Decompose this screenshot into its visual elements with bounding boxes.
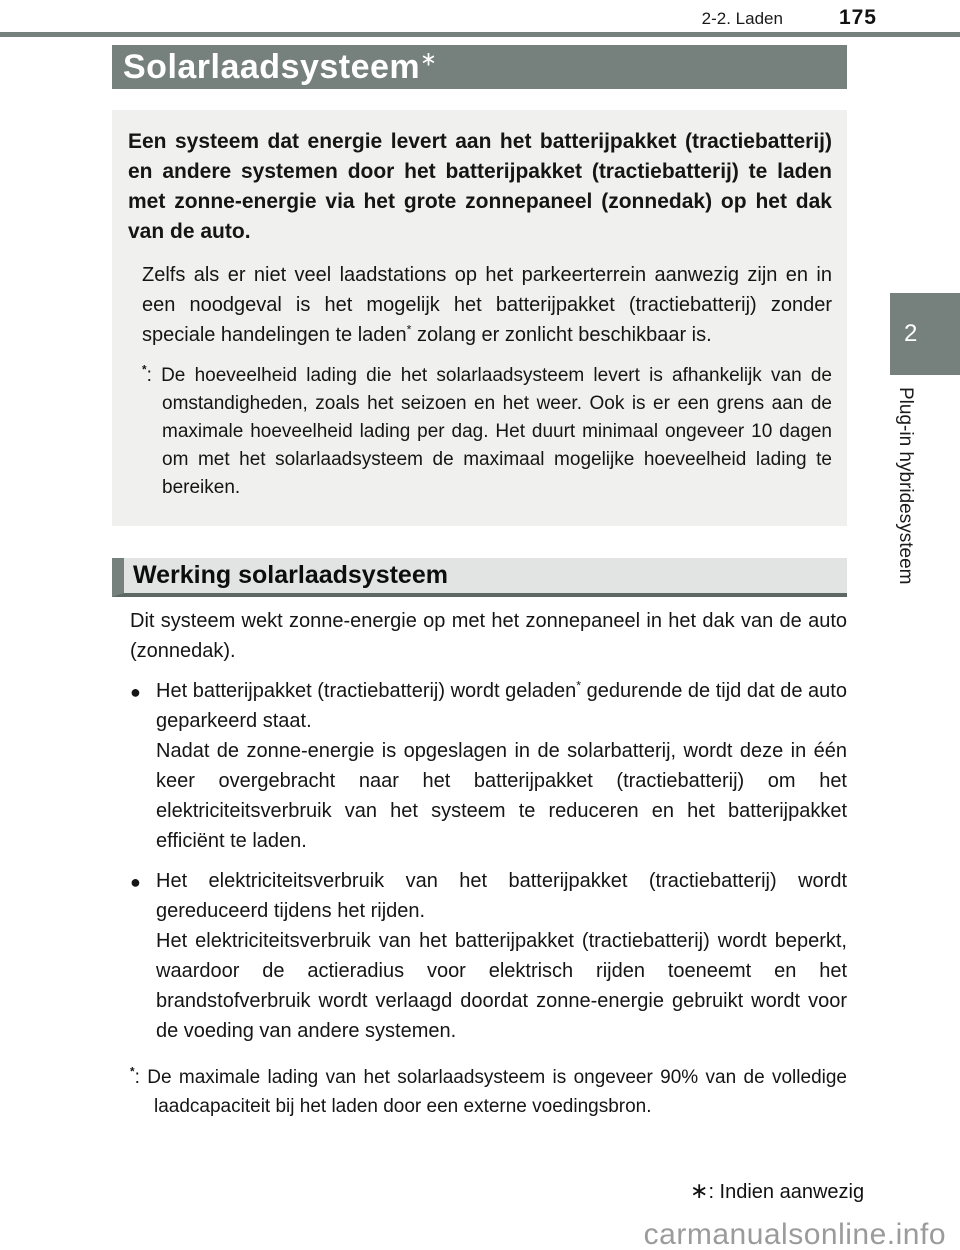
bullet-item — [130, 676, 847, 856]
box-footnote — [142, 362, 832, 502]
bullet-item — [130, 866, 847, 1046]
bullet-text — [156, 676, 847, 736]
page-number: 175 — [838, 6, 877, 29]
chapter-label: Plug-in hybridesysteem — [895, 387, 916, 585]
intro-paragraph-text: Zelfs als er niet veel laadstations op het parkeerterrein aanwezig zijn en in een noodgeval is het mogelijk het batterijpakket (tractiebatterij) zonder speciale handelingen te laden — [142, 264, 832, 346]
page-footnote-text: De maximale lading van het solarlaadsysteem is ongeveer 90% van de volledige laadcapaciteit bij het laden door een externe voedingsbron. — [139, 1067, 847, 1117]
availability-asterisk: ∗ — [690, 1178, 709, 1203]
page-title: Solarlaadsysteem — [123, 48, 421, 86]
watermark: carmanualsonline.info — [643, 1218, 946, 1250]
availability-note — [690, 1178, 864, 1204]
running-head — [702, 6, 877, 30]
bullet-text — [156, 866, 847, 926]
bullet-text-post: gedurende de tijd dat de auto geparkeerd staat. — [156, 680, 847, 732]
availability-text: Indien aanwezig — [714, 1181, 865, 1203]
intro-paragraph — [142, 260, 832, 350]
page-title-bar — [112, 45, 847, 89]
bullet-detail: Het elektriciteitsverbruik van het batterijpakket (tractiebatterij) wordt beperkt, waardoor de actieradius voor elektrisch rijden toeneemt en het brandstofverbruik wordt verlaagd doordat zonne-energie gebruikt wordt voor de voeding van andere systemen. — [156, 930, 847, 1042]
section-heading-label: Werking solarlaadsysteem — [133, 561, 448, 589]
section-body — [130, 606, 847, 1046]
bullet-icon: ● — [130, 682, 141, 702]
title-asterisk: ∗ — [420, 48, 438, 71]
top-divider — [0, 32, 960, 37]
page-footnote — [130, 1063, 847, 1121]
footnote-colon: : — [134, 1067, 140, 1088]
breadcrumb: 2-2. Laden — [701, 9, 783, 28]
section-heading — [112, 558, 847, 597]
footnote-reference: * — [406, 322, 412, 337]
chapter-number: 2 — [904, 320, 918, 347]
box-footnote-text: De hoeveelheid lading die het solarlaadsysteem levert is afhankelijk van de omstandigheden, zoals het seizoen en het weer. Ook is er een grens aan de maximale hoeveelheid lading per dag. Het duurt minimaal ongeveer 10 dagen om met het solarlaadsysteem de maximaal mogelijke hoeveelheid lading te bereiken. — [151, 365, 832, 498]
bullet-text-pre: Het elektriciteitsverbruik van het batterijpakket (tractiebatterij) wordt gereduceerd tijdens het rijden. — [156, 870, 847, 922]
availability-colon: : — [708, 1181, 714, 1203]
section-intro: Dit systeem wekt zonne-energie op met het zonnepaneel in het dak van de auto (zonnedak). — [130, 610, 847, 662]
bullet-detail: Nadat de zonne-energie is opgeslagen in de solarbatterij, wordt deze in één keer overgebracht naar het batterijpakket (tractiebatterij) om het elektriciteitsverbruik van het systeem te reduceren en het batterijpakket efficiënt te laden. — [156, 740, 847, 852]
intro-lead-text: Een systeem dat energie levert aan het batterijpakket (tractiebatterij) en andere systemen door het batterijpakket (tractiebatterij) te laden met zonne-energie via het grote zonnepaneel (zonnedak) op het dak van de auto. — [128, 130, 832, 243]
intro-paragraph-tail: zolang er zonlicht beschikbaar is. — [411, 324, 712, 346]
footnote-reference: * — [576, 678, 582, 693]
footnote-marker: * — [130, 1065, 135, 1079]
bullet-text-pre: Het batterijpakket (tractiebatterij) wordt geladen — [156, 680, 577, 702]
chapter-tab — [890, 293, 960, 375]
footnote-marker: * — [142, 363, 147, 377]
bullet-icon: ● — [130, 872, 141, 892]
intro-summary-box — [112, 110, 847, 526]
footnote-colon: : — [146, 365, 152, 386]
